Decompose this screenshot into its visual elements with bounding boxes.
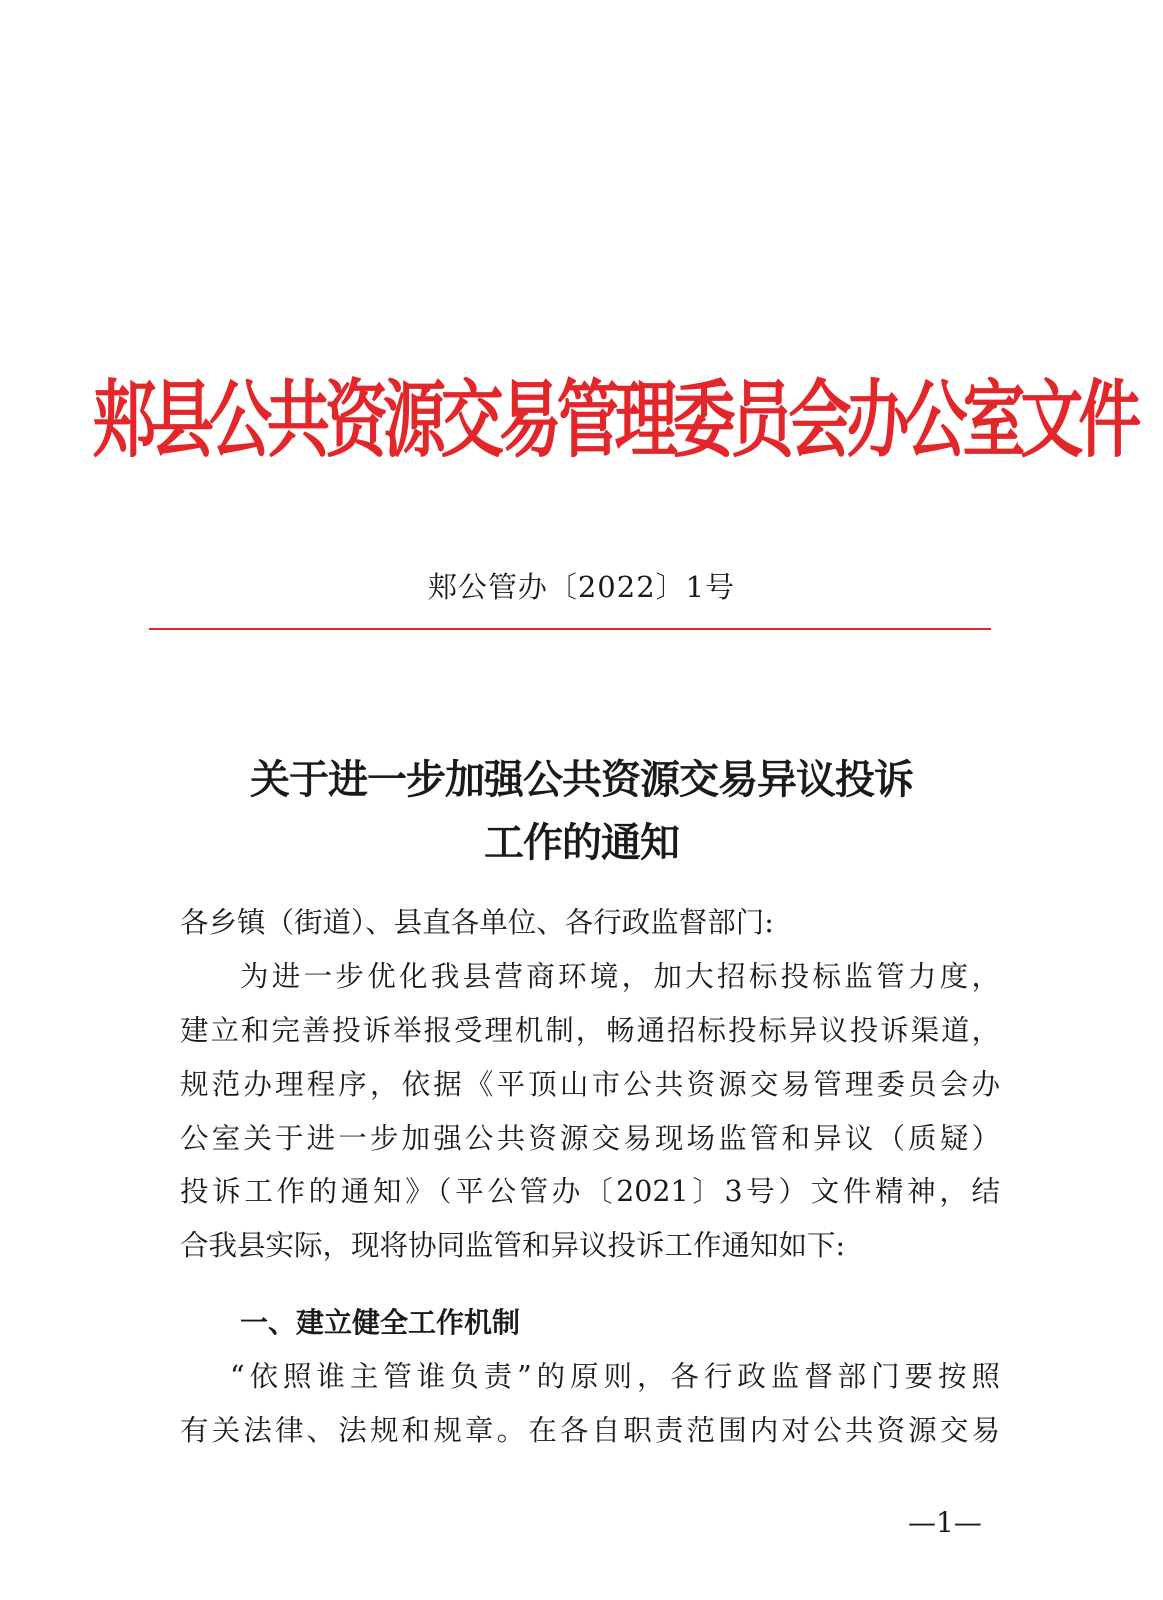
paragraph-2-line-1: “依照谁主管谁负责”的原则，各行政监督部门要按照 xyxy=(230,1360,1000,1393)
red-masthead-title: 郏县公共资源交易管理委员会办公室文件 xyxy=(93,370,1137,470)
section-1-heading: 一、建立健全工作机制 xyxy=(240,1306,521,1339)
red-divider-line xyxy=(149,628,991,630)
paragraph-2-line-2: 有关法律、法规和规章。在各自职责范围内对公共资源交易 xyxy=(180,1414,1000,1447)
paragraph-1-line-3: 规范办理程序，依据《平顶山市公共资源交易管理委员会办 xyxy=(180,1068,1000,1101)
notice-title-line-2: 工作的通知 xyxy=(484,819,679,866)
document-number: 郏公管办〔2022〕1号 xyxy=(427,570,736,604)
paragraph-1-line-5: 投诉工作的通知》（平公管办〔2021〕3号）文件精神，结 xyxy=(180,1175,1000,1208)
paragraph-1-line-6: 合我县实际，现将协同监管和异议投诉工作通知如下: xyxy=(180,1229,846,1262)
salutation: 各乡镇（街道）、县直各单位、各行政监督部门: xyxy=(180,906,774,939)
page-number: —1— xyxy=(908,1506,982,1539)
notice-title-line-1: 关于进一步加强公共资源交易异议投诉 xyxy=(250,756,913,803)
paragraph-1-line-1: 为进一步优化我县营商环境，加大招标投标监管力度， xyxy=(240,960,1000,993)
paragraph-1-line-4: 公室关于进一步加强公共资源交易现场监管和异议（质疑） xyxy=(180,1122,1000,1155)
paragraph-1-line-2: 建立和完善投诉举报受理机制，畅通招标投标异议投诉渠道， xyxy=(180,1014,1000,1047)
